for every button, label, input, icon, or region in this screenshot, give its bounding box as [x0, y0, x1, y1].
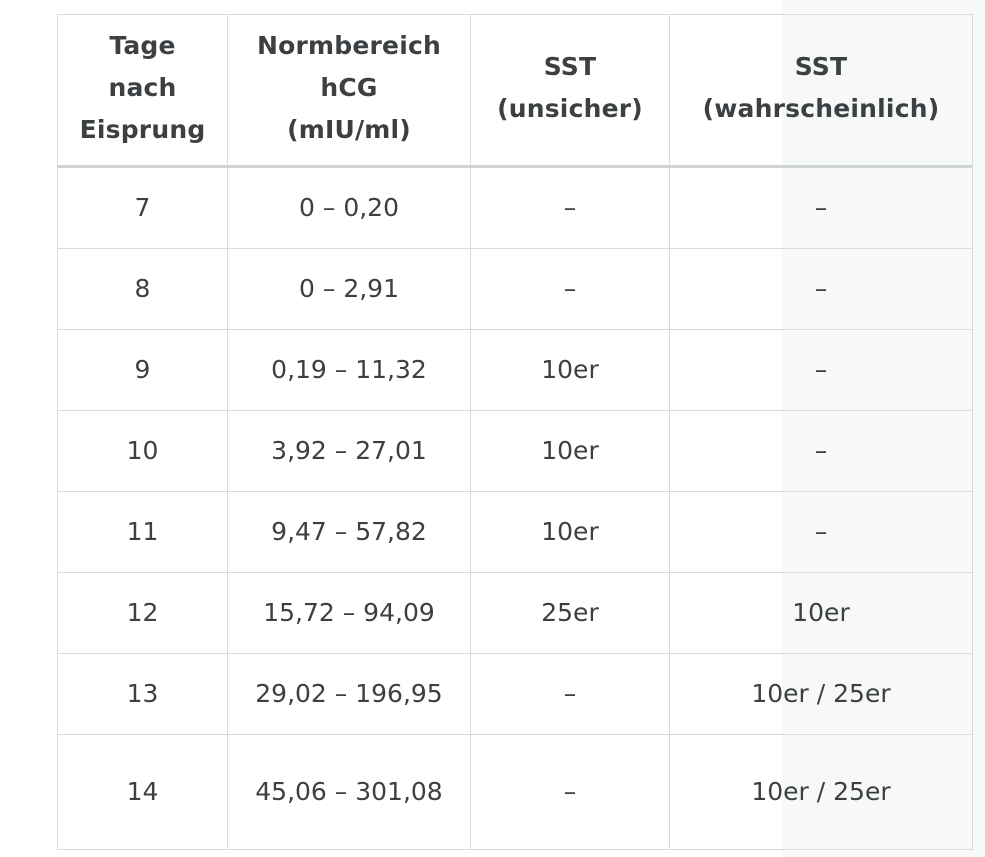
header-line: (unsicher): [497, 94, 643, 123]
cell-tage: 8: [58, 249, 228, 330]
table-header: [58, 15, 973, 167]
cell-sst-unsicher: 10er: [471, 330, 670, 411]
cell-sst-wahrscheinlich: 10er / 25er: [670, 735, 973, 850]
cell-sst-unsicher: –: [471, 654, 670, 735]
cell-normbereich: 0 – 0,20: [228, 167, 471, 249]
cell-sst-unsicher: 10er: [471, 492, 670, 573]
cell-sst-wahrscheinlich: 10er / 25er: [670, 654, 973, 735]
column-header-sst-wahrscheinlich: [670, 15, 973, 167]
table-row: [58, 167, 973, 249]
table-row: [58, 573, 973, 654]
table-header-row: [58, 15, 973, 167]
header-line: (wahrscheinlich): [702, 94, 940, 123]
cell-tage: 10: [58, 411, 228, 492]
cell-tage: 14: [58, 735, 228, 850]
cell-normbereich: 0 – 2,91: [228, 249, 471, 330]
cell-normbereich: 3,92 – 27,01: [228, 411, 471, 492]
cell-tage: 11: [58, 492, 228, 573]
header-line: nach: [108, 73, 177, 102]
cell-sst-wahrscheinlich: 10er: [670, 573, 973, 654]
cell-sst-unsicher: –: [471, 167, 670, 249]
table-row: [58, 492, 973, 573]
header-line: Eisprung: [79, 115, 206, 144]
table-row: [58, 249, 973, 330]
cell-sst-unsicher: 25er: [471, 573, 670, 654]
cell-sst-unsicher: –: [471, 735, 670, 850]
cell-normbereich: 9,47 – 57,82: [228, 492, 471, 573]
header-line: Normbereich: [257, 31, 441, 60]
cell-sst-unsicher: –: [471, 249, 670, 330]
cell-tage: 12: [58, 573, 228, 654]
header-line: SST: [543, 52, 597, 81]
cell-sst-wahrscheinlich: –: [670, 249, 973, 330]
cell-normbereich: 45,06 – 301,08: [228, 735, 471, 850]
table-row: [58, 735, 973, 850]
header-line: SST: [794, 52, 848, 81]
cell-sst-wahrscheinlich: –: [670, 330, 973, 411]
cell-sst-wahrscheinlich: –: [670, 167, 973, 249]
cell-normbereich: 29,02 – 196,95: [228, 654, 471, 735]
column-header-sst-unsicher: [471, 15, 670, 167]
cell-tage: 13: [58, 654, 228, 735]
cell-normbereich: 0,19 – 11,32: [228, 330, 471, 411]
cell-tage: 9: [58, 330, 228, 411]
column-header-tage-nach-eisprung: [58, 15, 228, 167]
header-line: Tage: [109, 31, 176, 60]
cell-sst-unsicher: 10er: [471, 411, 670, 492]
column-header-normbereich-hcg: [228, 15, 471, 167]
table-body: [58, 167, 973, 850]
table-container: [57, 14, 972, 850]
header-line: (mIU/ml): [287, 115, 411, 144]
table-row: [58, 330, 973, 411]
header-line: hCG: [320, 73, 378, 102]
cell-tage: 7: [58, 167, 228, 249]
cell-sst-wahrscheinlich: –: [670, 492, 973, 573]
cell-normbereich: 15,72 – 94,09: [228, 573, 471, 654]
hcg-reference-table: [57, 14, 973, 850]
table-row: [58, 411, 973, 492]
cell-sst-wahrscheinlich: –: [670, 411, 973, 492]
table-row: [58, 654, 973, 735]
